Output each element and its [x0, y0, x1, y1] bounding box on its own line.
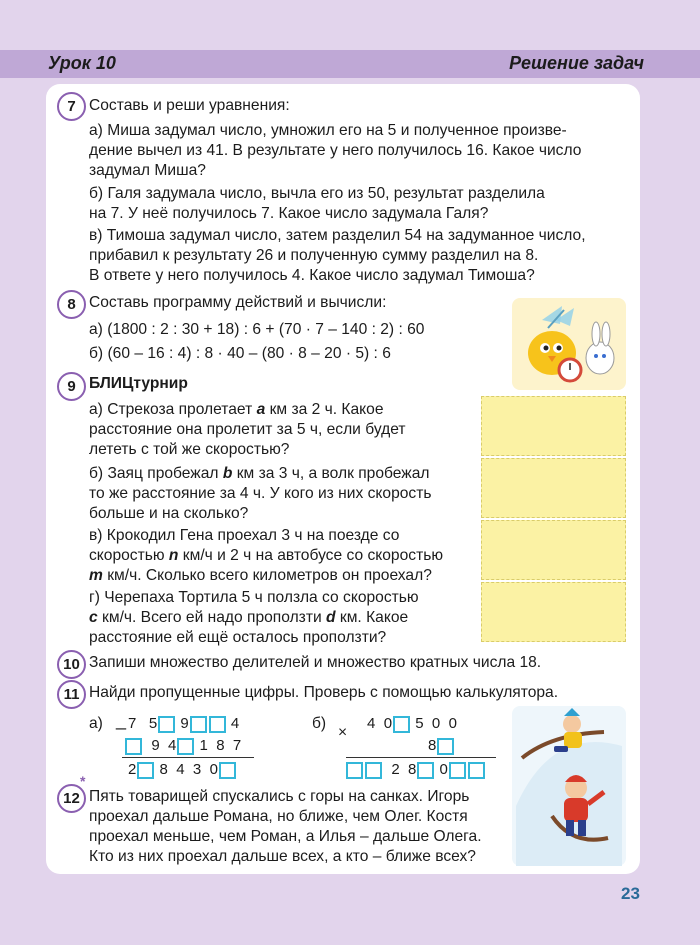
answer-box: [481, 520, 626, 580]
task-7c-line: прибавил к результату 26 и полученную сумму разделил на 8.: [89, 247, 539, 264]
task-7b-line: б) Галя задумала число, вычла его из 50, результат разделила: [89, 185, 545, 202]
answer-box: [481, 396, 626, 456]
task-9c-line: скоростью n км/ч и 2 ч на автобусе со скоростью: [89, 547, 444, 564]
task-7a-line: дение вычел из 41. В результате у него получилось 16. Какое число: [89, 142, 582, 159]
missing-digit-box[interactable]: [219, 762, 236, 779]
lesson-header: [0, 50, 700, 78]
task-7c-line: в) Тимоша задумал число, затем разделил 54 на задуманное число,: [89, 227, 586, 244]
task-7-title: Составь и реши уравнения:: [89, 97, 290, 114]
task-12-line: проехал меньше, чем Роман, а Илья – дальше Олега.: [89, 828, 482, 845]
task-9-number: 9: [57, 372, 86, 401]
variable-c: c: [89, 609, 98, 626]
missing-digit-box[interactable]: [125, 738, 142, 755]
missing-digit-box[interactable]: [346, 762, 363, 779]
task-7a-line: задумал Миша?: [89, 162, 206, 179]
product-line: [346, 757, 496, 758]
missing-digit-box[interactable]: [209, 716, 226, 733]
variable-b: b: [222, 465, 233, 482]
missing-digit-box[interactable]: [158, 716, 175, 733]
task-7-number: 7: [57, 92, 86, 121]
task-11a-result: 2 8 4 3 0: [128, 760, 237, 780]
task-8a-expression: а) (1800 : 2 : 30 + 18) : 6 + (70 · 7 – 140 : 2) : 60: [89, 321, 425, 338]
task-9c-line: m км/ч. Сколько всего километров он проехал?: [89, 567, 432, 584]
task-8b-expression: б) (60 – 16 : 4) : 8 · 40 – (80 · 8 – 20 · 5) : 6: [89, 345, 391, 362]
variable-d: d: [326, 609, 336, 626]
missing-digit-box[interactable]: [365, 762, 382, 779]
missing-digit-box[interactable]: [393, 716, 410, 733]
task-12-line: проехал дальше Романа, но ближе, чем Олег. Костя: [89, 808, 468, 825]
task-7a-line: а) Миша задумал число, умножил его на 5 и полученное произве-: [89, 122, 567, 139]
answer-box: [481, 458, 626, 518]
task-9d-line: расстояние ей ещё осталось проползти?: [89, 629, 387, 646]
missing-digit-box[interactable]: [417, 762, 434, 779]
task-9a-line: расстояние она пролетит за 5 ч, если будет: [89, 421, 406, 438]
task-9d-line: c км/ч. Всего ей надо проползти d км. Какое: [89, 609, 409, 626]
missing-digit-box[interactable]: [437, 738, 454, 755]
task-9a-line: лететь с той же скоростью?: [89, 441, 290, 458]
task-11b-row-1: 4 0 5 0 0: [367, 715, 457, 732]
task-12-number: 12: [57, 784, 86, 813]
task-9d-line: г) Черепаха Тортила 5 ч ползла со скоростью: [89, 589, 419, 606]
task-9b-line: больше и на сколько?: [89, 505, 249, 522]
task-7c-line: В ответе у него получилось 4. Какое число задумал Тимоша?: [89, 267, 535, 284]
task-11a-label: а): [89, 715, 103, 732]
variable-n: n: [168, 547, 179, 564]
missing-digit-box[interactable]: [137, 762, 154, 779]
task-11a-row-2: 9 4 1 8 7: [124, 736, 241, 756]
task-11-number: 11: [57, 680, 86, 709]
chick-rabbit-illustration: [512, 298, 626, 390]
missing-digit-box[interactable]: [468, 762, 485, 779]
variable-a: a: [256, 401, 266, 418]
task-9b-line: то же расстояние за 4 ч. У кого из них скорость: [89, 485, 432, 502]
task-11a-row-1: 7 5 9 4: [128, 715, 240, 732]
answer-box: [481, 582, 626, 642]
task-8-number: 8: [57, 290, 86, 319]
task-11b-row-2: 8: [428, 736, 455, 756]
page-number: 23: [621, 884, 640, 903]
task-8-title: Составь программу действий и вычисли:: [89, 294, 387, 311]
times-sign: ×: [338, 724, 348, 741]
task-9a-line: а) Стрекоза пролетает a км за 2 ч. Какое: [89, 401, 384, 418]
lesson-number: Урок 10: [48, 53, 116, 73]
variable-m: m: [89, 567, 103, 584]
task-12-line: Пять товарищей спускались с горы на санках. Игорь: [89, 788, 470, 805]
missing-digit-box[interactable]: [177, 738, 194, 755]
minus-sign: _: [116, 710, 127, 730]
task-10-number: 10: [57, 650, 86, 679]
missing-digit-box[interactable]: [449, 762, 466, 779]
sledding-kids-illustration: [512, 706, 626, 866]
missing-digit-box[interactable]: [190, 716, 207, 733]
task-11b-label: б): [312, 715, 327, 732]
difficulty-star-icon: *: [80, 773, 86, 789]
sum-line: [122, 757, 254, 758]
task-9-title: БЛИЦтурнир: [89, 375, 188, 392]
lesson-topic: Решение задач: [509, 53, 644, 73]
task-9c-line: в) Крокодил Гена проехал 3 ч на поезде со: [89, 527, 400, 544]
task-11-text: Найди пропущенные цифры. Проверь с помощью калькулятора.: [89, 684, 559, 701]
task-10-text: Запиши множество делителей и множество кратных числа 18.: [89, 654, 542, 671]
task-11b-result: 2 8 0: [345, 760, 486, 780]
task-9b-line: б) Заяц пробежал b км за 3 ч, а волк пробежал: [89, 465, 430, 482]
task-12-line: Кто из них проехал дальше всех, а кто – ближе всех?: [89, 848, 476, 865]
task-7b-line: на 7. У неё получилось 7. Какое число задумала Галя?: [89, 205, 489, 222]
